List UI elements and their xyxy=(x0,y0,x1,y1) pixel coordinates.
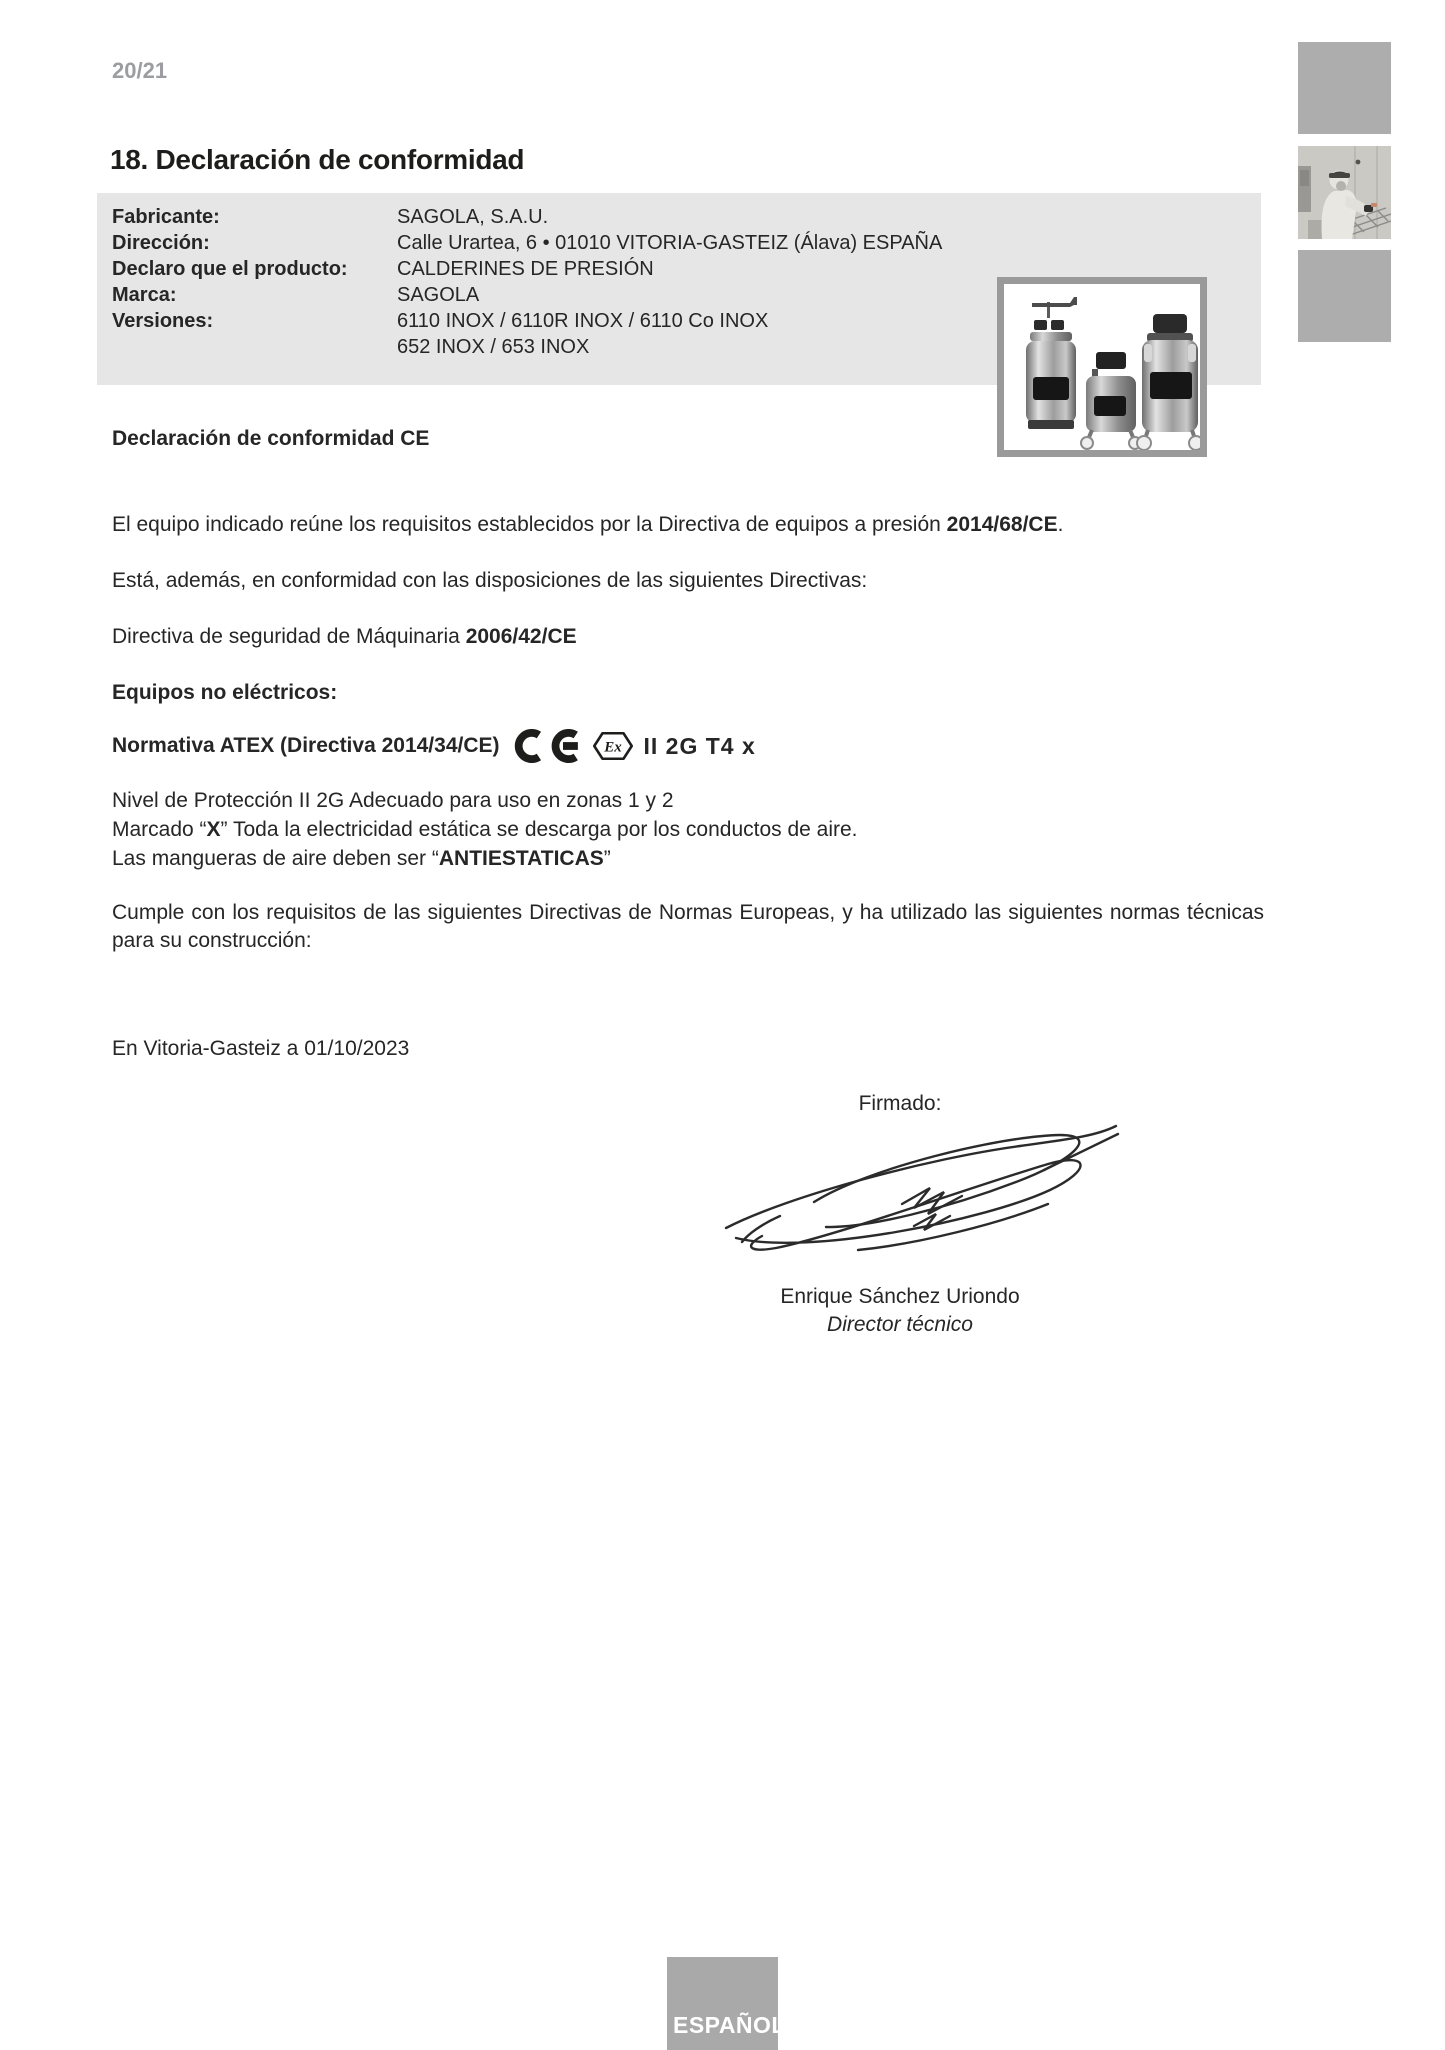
info-value-text: SAGOLA, S.A.U. xyxy=(397,206,549,228)
tank-6110-inox xyxy=(1026,297,1077,429)
tank-652-inox xyxy=(1081,352,1141,449)
info-label: Versiones: xyxy=(112,310,214,332)
date-line: En Vitoria-Gasteiz a 01/10/2023 xyxy=(112,1037,410,1060)
paragraph-protection-level xyxy=(112,786,1264,873)
directive-number: 2006/42/CE xyxy=(465,625,577,648)
paragraph-text: El equipo indicado reúne los requisitos establecidos por la Directiva de equipos a presión xyxy=(112,513,947,536)
signature-scribble xyxy=(718,1108,1122,1268)
paragraph-text: ” Toda la electricidad estática se descarga por los conductos de aire. xyxy=(220,818,858,841)
paragraph-text: Marcado “ xyxy=(112,818,207,841)
tank-653-inox xyxy=(1137,314,1200,450)
atex-marking: II 2G T4 x xyxy=(643,732,756,759)
product-image xyxy=(997,277,1207,457)
info-value-text: 6110 INOX / 6110R INOX / 6110 Co INOX xyxy=(397,310,769,332)
info-value xyxy=(397,308,768,360)
paragraph-text: Directiva de seguridad de Máquinaria xyxy=(112,625,466,648)
signature-image xyxy=(718,1108,1122,1268)
info-value-text: 652 INOX / 653 INOX xyxy=(397,336,590,358)
paragraph-pressure-directive xyxy=(112,511,1264,539)
atex-label: Normativa ATEX (Directiva 2014/34/CE) xyxy=(112,734,500,757)
paragraph-text xyxy=(112,815,1264,844)
info-value-text: SAGOLA xyxy=(397,284,480,306)
side-gray-square-top xyxy=(1298,42,1391,134)
info-value xyxy=(397,256,654,282)
directive-number: 2014/68/CE xyxy=(946,513,1058,536)
info-label: Marca: xyxy=(112,284,177,306)
ce-mark-icon xyxy=(510,729,582,763)
pressure-tanks-illustration xyxy=(1004,284,1200,450)
atex-line xyxy=(112,726,1264,766)
ce-declaration-heading: Declaración de conformidad CE xyxy=(112,427,430,450)
info-value-text: Calle Urartea, 6 • 01010 VITORIA-GASTEIZ (Álava) ESPAÑA xyxy=(397,232,943,254)
antistatic-word: ANTIESTATICAS xyxy=(438,847,604,870)
paragraph-text: Nivel de Protección II 2G Adecuado para uso en zonas 1 y 2 xyxy=(112,789,674,812)
language-tab-label: ESPAÑOL xyxy=(673,2012,786,2038)
signature-label: Firmado: xyxy=(858,1092,942,1115)
paragraph-text: . xyxy=(1057,513,1064,536)
paragraph-non-electric: Equipos no eléctricos: xyxy=(112,681,338,704)
page-number: 20/21 xyxy=(112,58,168,83)
paragraph-text: Las mangueras de aire deben ser “ xyxy=(112,847,439,870)
spray-booth-photo xyxy=(1298,146,1391,239)
language-tab-espanol xyxy=(667,1957,786,2050)
worker-photo-illustration xyxy=(1298,146,1391,239)
paragraph-conformity: Está, además, en conformidad con las disposiciones de las siguientes Directivas: xyxy=(112,569,868,592)
side-gray-square-bottom xyxy=(1298,250,1391,342)
info-value-text: CALDERINES DE PRESIÓN xyxy=(397,258,654,280)
info-row-direccion xyxy=(112,230,1252,256)
ex-mark-text: Ex xyxy=(603,739,622,756)
info-label: Declaro que el producto: xyxy=(112,258,348,280)
info-value xyxy=(397,230,942,256)
info-label: Dirección: xyxy=(112,232,210,254)
ex-mark-icon xyxy=(592,731,634,761)
paragraph-standards: Cumple con los requisitos de las siguientes Directivas de Normas Europeas, y ha utilizado las siguientes normas técnicas para su construcción: xyxy=(112,901,1264,952)
section-title: 18. Declaración de conformidad xyxy=(110,144,525,175)
info-label: Fabricante: xyxy=(112,206,220,228)
paragraph-text: ” xyxy=(603,847,611,870)
signer-name: Enrique Sánchez Uriondo xyxy=(780,1285,1020,1308)
marking-x: X xyxy=(206,818,221,841)
info-value xyxy=(397,204,548,230)
signer-title: Director técnico xyxy=(827,1313,973,1336)
info-row-fabricante xyxy=(112,204,1252,230)
paragraph-machinery-directive xyxy=(112,623,1264,651)
paragraph-text xyxy=(112,844,1264,873)
info-value xyxy=(397,282,479,308)
